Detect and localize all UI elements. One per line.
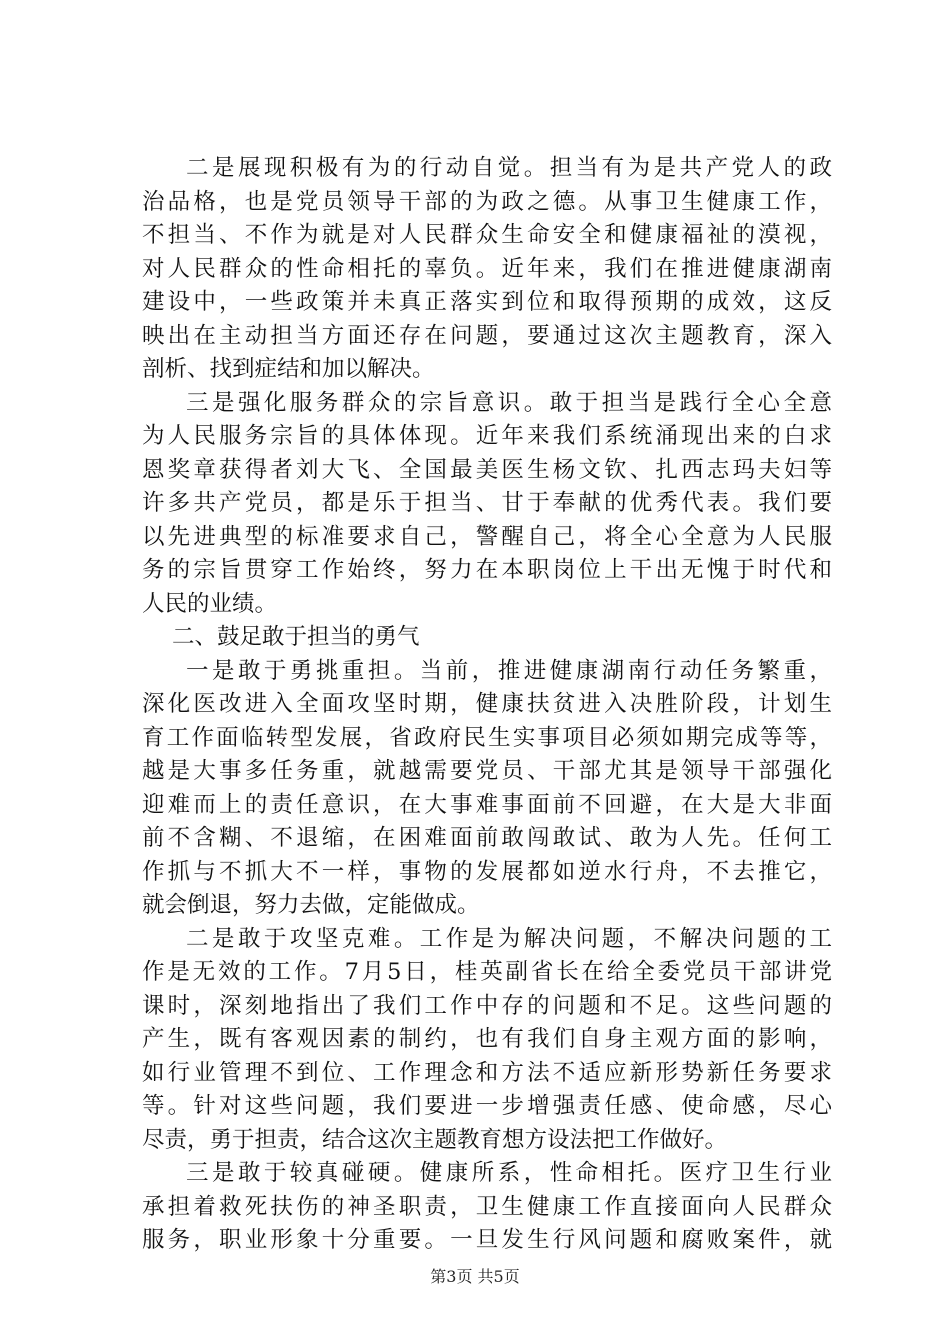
text-line: 恩奖章获得者刘大飞、全国最美医生杨文钦、扎西志玛夫妇等 <box>142 456 832 483</box>
text-line: 产生，既有客观因素的制约，也有我们自身主观方面的影响， <box>142 1026 832 1052</box>
text-line: 对人民群众的性命相托的辜负。近年来，我们在推进健康湖南 <box>142 255 832 282</box>
paragraph <box>142 655 832 923</box>
paragraph <box>142 1157 832 1258</box>
paragraph <box>142 923 832 1158</box>
text-line: 服务，职业形象十分重要。一旦发生行风问题和腐败案件，就 <box>142 1227 832 1253</box>
text-line: 务的宗旨贯穿工作始终，努力在本职岗位上干出无愧于时代和 <box>142 557 832 583</box>
text-line: 不担当、不作为就是对人民群众生命安全和健康福祉的漠视， <box>142 222 832 248</box>
document-body <box>142 152 832 1258</box>
text-line: 建设中，一些政策并未真正落实到位和取得预期的成效，这反 <box>142 289 832 315</box>
text-line: 作抓与不抓大不一样，事物的发展都如逆水行舟，不去推它， <box>142 858 832 885</box>
text-line: 课时，深刻地指出了我们工作中存的问题和不足。这些问题的 <box>142 992 832 1019</box>
text-line: 就会倒退，努力去做，定能做成。 <box>142 892 480 918</box>
text-line: 二、鼓足敢于担当的勇气 <box>172 624 420 650</box>
text-line: 人民的业绩。 <box>142 590 278 617</box>
text-line: 如行业管理不到位、工作理念和方法不适应新形势新任务要求 <box>142 1059 832 1086</box>
paragraph <box>142 387 832 622</box>
text-line: 越是大事多任务重，就越需要党员、干部尤其是领导干部强化 <box>142 758 832 784</box>
text-line: 三是敢于较真碰硬。健康所系，性命相托。医疗卫生行业 <box>186 1160 832 1186</box>
section-heading <box>142 621 832 655</box>
page-number-label: 第3页 共5页 <box>430 1267 520 1286</box>
text-line: 深化医改进入全面攻坚时期，健康扶贫进入决胜阶段，计划生 <box>142 691 832 717</box>
text-line: 育工作面临转型发展，省政府民生实事项目必须如期完成等等， <box>142 724 832 751</box>
text-line: 二是展现积极有为的行动自觉。担当有为是共产党人的政 <box>186 155 832 181</box>
text-line: 作是无效的工作。7月5日，桂英副省长在给全委党员干部讲党 <box>142 959 832 985</box>
text-line: 迎难而上的责任意识，在大事难事面前不回避，在大是大非面 <box>142 791 832 818</box>
text-line: 以先进典型的标准要求自己，警醒自己，将全心全意为人民服 <box>142 523 832 550</box>
text-line: 承担着救死扶伤的神圣职责，卫生健康工作直接面向人民群众 <box>142 1193 832 1220</box>
text-line: 等。针对这些问题，我们要进一步增强责任感、使命感，尽心 <box>142 1093 832 1119</box>
paragraph <box>142 152 832 387</box>
text-line: 一是敢于勇挑重担。当前，推进健康湖南行动任务繁重， <box>186 657 832 684</box>
text-line: 映出在主动担当方面还存在问题，要通过这次主题教育，深入 <box>142 322 832 349</box>
text-line: 尽责，勇于担责，结合这次主题教育想方设法把工作做好。 <box>142 1126 728 1153</box>
text-line: 前不含糊、不退缩，在困难面前敢闯敢试、敢为人先。任何工 <box>142 825 832 851</box>
page-footer <box>0 1264 950 1287</box>
text-line: 二是敢于攻坚克难。工作是为解决问题，不解决问题的工 <box>186 925 832 952</box>
text-line: 三是强化服务群众的宗旨意识。敢于担当是践行全心全意 <box>186 389 832 416</box>
text-line: 许多共产党员，都是乐于担当、甘于奉献的优秀代表。我们要 <box>142 490 832 516</box>
text-line: 剖析、找到症结和加以解决。 <box>142 356 435 382</box>
text-line: 治品格，也是党员领导干部的为政之德。从事卫生健康工作， <box>142 188 832 215</box>
text-line: 为人民服务宗旨的具体体现。近年来我们系统涌现出来的白求 <box>142 423 832 449</box>
